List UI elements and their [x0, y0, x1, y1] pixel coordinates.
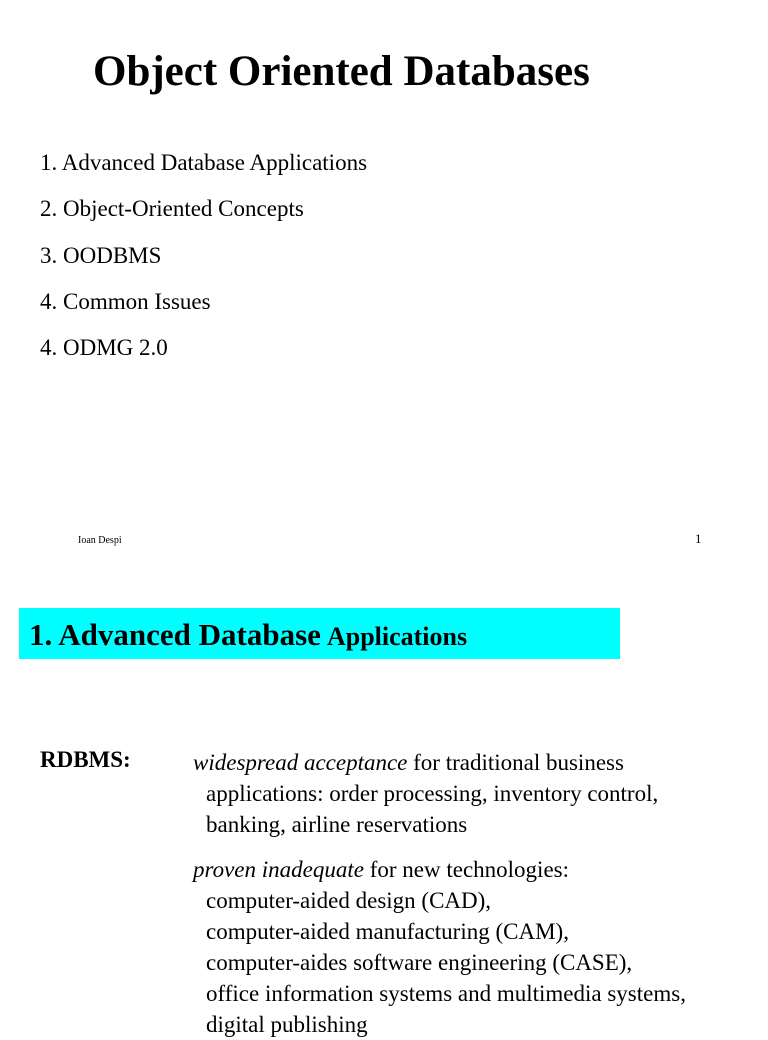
toc-item: 1. Advanced Database Applications — [40, 150, 368, 175]
emphasis-text: proven inadequate — [193, 857, 364, 882]
section-banner — [19, 608, 620, 659]
slide-2 — [0, 580, 768, 1037]
rdbms-label: RDBMS: — [40, 747, 131, 772]
paragraph-line: digital publishing — [206, 1012, 368, 1037]
paragraph-line: applications: order processing, inventory control, — [206, 781, 659, 806]
emphasis-text: widespread acceptance — [193, 750, 408, 775]
footer-author: Ioan Despi — [78, 535, 122, 546]
paragraph-first-line — [193, 747, 658, 778]
section-title-large: 1. Advanced Database — [29, 617, 321, 652]
slide-title: Object Oriented Databases — [93, 48, 590, 95]
paragraph-text: for new technologies: — [363, 857, 569, 882]
table-of-contents — [40, 140, 367, 371]
page-number: 1 — [695, 531, 702, 546]
rdbms-paragraph-inadequate — [193, 854, 686, 1040]
rdbms-paragraph-acceptance — [193, 747, 658, 840]
toc-item: 2. Object-Oriented Concepts — [40, 196, 304, 222]
toc-item: 4. ODMG 2.0 — [40, 335, 168, 361]
paragraph-line: office information systems and multimedia systems, — [206, 981, 686, 1006]
toc-item: 4. Common Issues — [40, 288, 211, 314]
toc-item: 3. OODBMS — [40, 242, 162, 268]
section-title-small: Applications — [326, 622, 468, 651]
paragraph-first-line — [193, 854, 686, 885]
paragraph-line: banking, airline reservations — [206, 812, 468, 837]
paragraph-line: computer-aides software engineering (CASE), — [206, 950, 633, 975]
paragraph-text: for traditional business — [407, 750, 624, 775]
paragraph-line: computer-aided manufacturing (CAM), — [206, 919, 569, 944]
paragraph-line: computer-aided design (CAD), — [206, 888, 492, 913]
section-title — [29, 616, 467, 653]
